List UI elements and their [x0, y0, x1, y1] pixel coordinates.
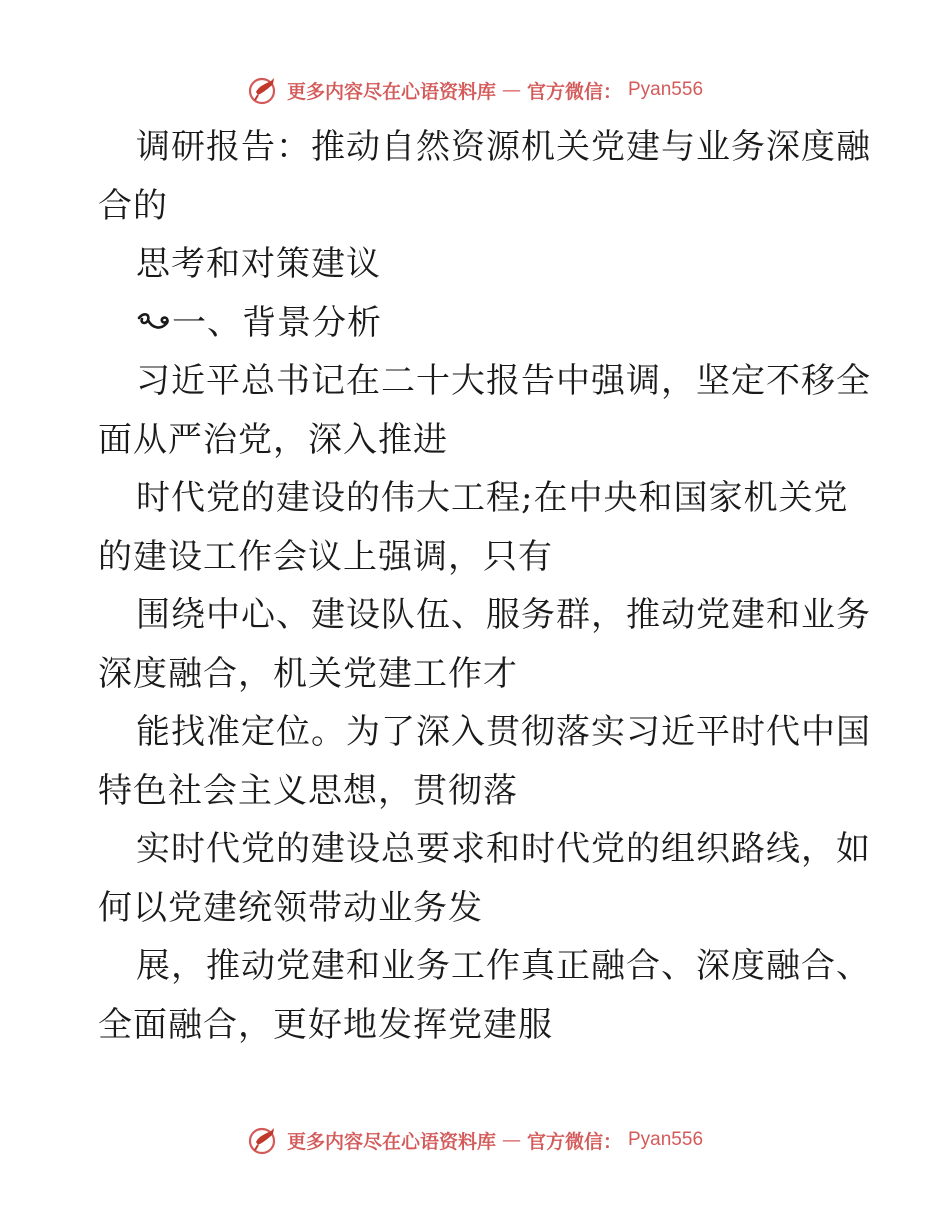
- body-line: 时代党的建设的伟大工程;在中央和国家机关党: [136, 478, 849, 518]
- curly-ornament-icon: [136, 310, 172, 336]
- pen-nib-circle-icon: [247, 1123, 281, 1157]
- body-line: 的建设工作会议上强调，只有: [98, 536, 553, 577]
- body-line: 全面融合，更好地发挥党建服: [98, 1004, 553, 1045]
- document-body: [98, 118, 871, 1054]
- site-name-text: 更多内容尽在心语资料库: [286, 80, 496, 103]
- body-line: 何以党建统领带动业务发: [98, 887, 483, 928]
- body-line: 围绕中心、建设队伍、服务群，推动党建和业务: [136, 595, 871, 635]
- site-name-text: 更多内容尽在心语资料库: [286, 1130, 496, 1153]
- banner-dash: —: [501, 1129, 521, 1151]
- body-line: 习近平总书记在二十大报告中强调，坚定不移全: [136, 361, 871, 401]
- document-title-line-3: 思考和对策建议: [136, 244, 381, 284]
- body-paragraph: [98, 352, 871, 1054]
- body-line: 实时代党的建设总要求和时代党的组织路线，如: [136, 829, 871, 869]
- body-line: 面从严治党，深入推进: [98, 419, 448, 460]
- body-line: 展，推动党建和业务工作真正融合、深度融合、: [136, 946, 871, 986]
- header-banner: [0, 70, 950, 110]
- document-title-line-1: 调研报告：推动自然资源机关党建与业务深度融: [136, 127, 871, 167]
- document-title-line-2: 合的: [98, 185, 168, 226]
- section-heading: [98, 294, 858, 353]
- body-line: 深度融合，机关党建工作才: [98, 653, 518, 694]
- footer-banner: [0, 1120, 950, 1160]
- body-line: 能找准定位。为了深入贯彻落实习近平时代中国: [136, 712, 871, 752]
- pen-nib-circle-icon: [247, 73, 281, 107]
- wechat-id: Pyan556: [628, 79, 704, 100]
- body-line: 特色社会主义思想，贯彻落: [98, 770, 518, 811]
- wechat-id: Pyan556: [628, 1129, 704, 1150]
- banner-dash: —: [501, 79, 521, 101]
- section-heading-text: 一、背景分析: [172, 302, 382, 343]
- wechat-label: 官方微信：: [526, 1130, 622, 1153]
- wechat-label: 官方微信：: [526, 80, 622, 103]
